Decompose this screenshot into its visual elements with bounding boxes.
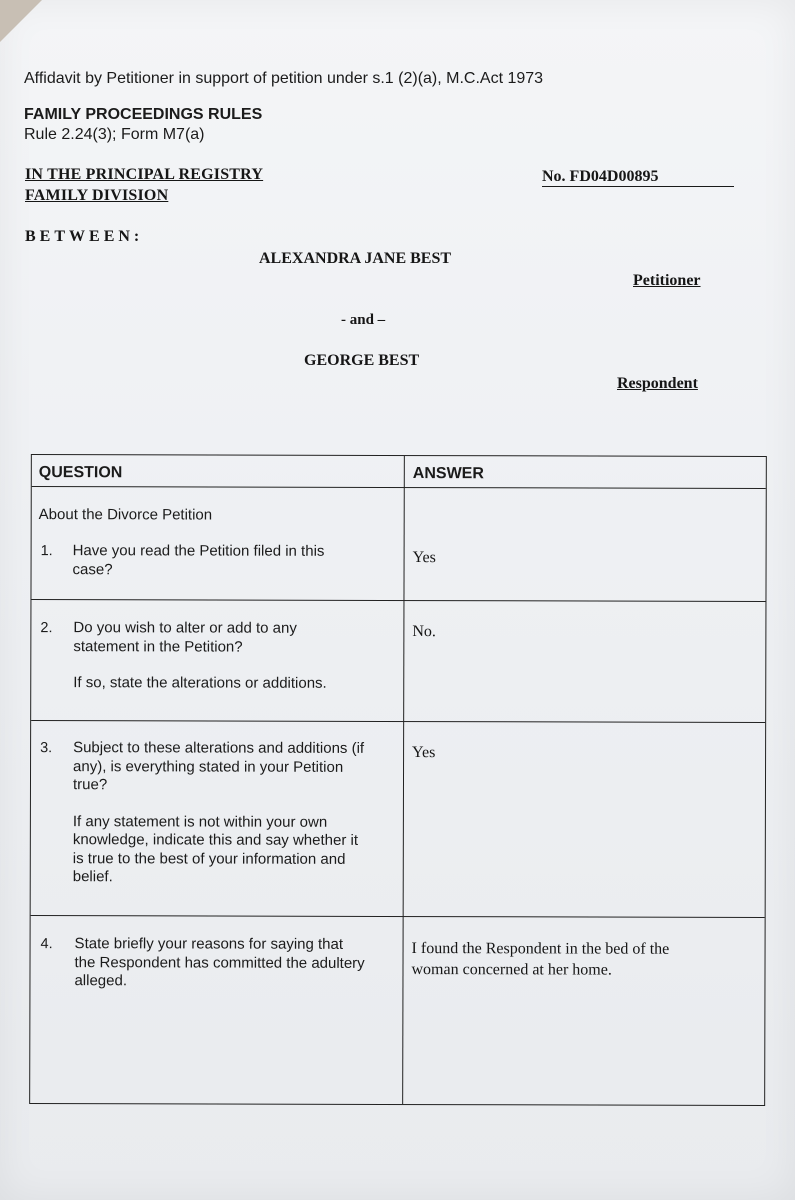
column-divider <box>402 456 405 1104</box>
question-text <box>73 739 364 887</box>
answer-line: woman concerned at her home. <box>411 961 612 979</box>
case-number <box>542 168 734 187</box>
court-division: FAMILY DIVISION <box>25 187 169 204</box>
question-line: is true to the best of your information and <box>72 849 346 868</box>
answer-line: I found the Respondent in the bed of the <box>411 940 670 958</box>
and-separator: - and – <box>341 312 386 328</box>
rules-title: FAMILY PROCEEDINGS RULES <box>24 106 263 123</box>
row-divider-3 <box>31 915 765 918</box>
header-row-divider <box>32 486 766 489</box>
question-line: Do you wish to alter or add to any <box>73 619 297 637</box>
question-line: State briefly your reasons for saying that <box>74 935 344 953</box>
question-number: 2. <box>40 620 53 637</box>
question-line: belief. <box>72 868 113 886</box>
respondent-role: Respondent <box>617 375 698 392</box>
question-line: knowledge, indicate this and say whether it <box>72 831 359 849</box>
question-number: 1. <box>40 543 53 560</box>
affidavit-title: Affidavit by Petitioner in support of petition under s.1 (2)(a), M.C.Act 1973 <box>24 70 544 87</box>
answer-line: No. <box>412 623 436 641</box>
question-number: 3. <box>40 740 53 757</box>
petitioner-name: ALEXANDRA JANE BEST <box>259 250 452 267</box>
between-label: BETWEEN: <box>25 228 144 245</box>
section-title: About the Divorce Petition <box>38 506 213 524</box>
question-line: true? <box>72 776 108 794</box>
row-divider-2 <box>31 720 765 723</box>
case-number-text: No. FD04D00895 <box>542 168 734 187</box>
page-corner-shadow <box>0 0 42 42</box>
petitioner-role: Petitioner <box>633 272 701 289</box>
court-registry: IN THE PRINCIPAL REGISTRY <box>25 166 264 183</box>
answer-line: Yes <box>412 744 436 762</box>
question-text <box>73 619 327 693</box>
question-line: the Respondent has committed the adultery <box>74 953 365 972</box>
answer-column-header: ANSWER <box>412 465 484 483</box>
question-text <box>74 935 364 991</box>
question-line: If so, state the alterations or additions. <box>73 674 327 692</box>
answer-text <box>412 742 435 763</box>
answer-text <box>411 938 669 981</box>
question-line: case? <box>72 560 113 578</box>
question-answer-table <box>29 454 767 1106</box>
question-line: any), is everything stated in your Petition <box>73 757 344 776</box>
question-line: If any statement is not within your own <box>72 812 328 831</box>
question-line: Have you read the Petition filed in this <box>72 542 325 560</box>
row-divider-1 <box>31 599 765 602</box>
answer-line: Yes <box>412 549 436 567</box>
question-text <box>73 542 325 580</box>
question-line: Subject to these alterations and additions (if <box>73 739 365 757</box>
question-column-header: QUESTION <box>38 464 123 482</box>
answer-text <box>412 621 436 642</box>
question-line: alleged. <box>74 972 128 990</box>
rule-form-reference: Rule 2.24(3); Form M7(a) <box>24 126 205 143</box>
answer-text <box>413 547 436 568</box>
question-number: 4. <box>40 936 53 953</box>
question-line: statement in the Petition? <box>73 637 243 656</box>
respondent-name: GEORGE BEST <box>304 352 420 369</box>
